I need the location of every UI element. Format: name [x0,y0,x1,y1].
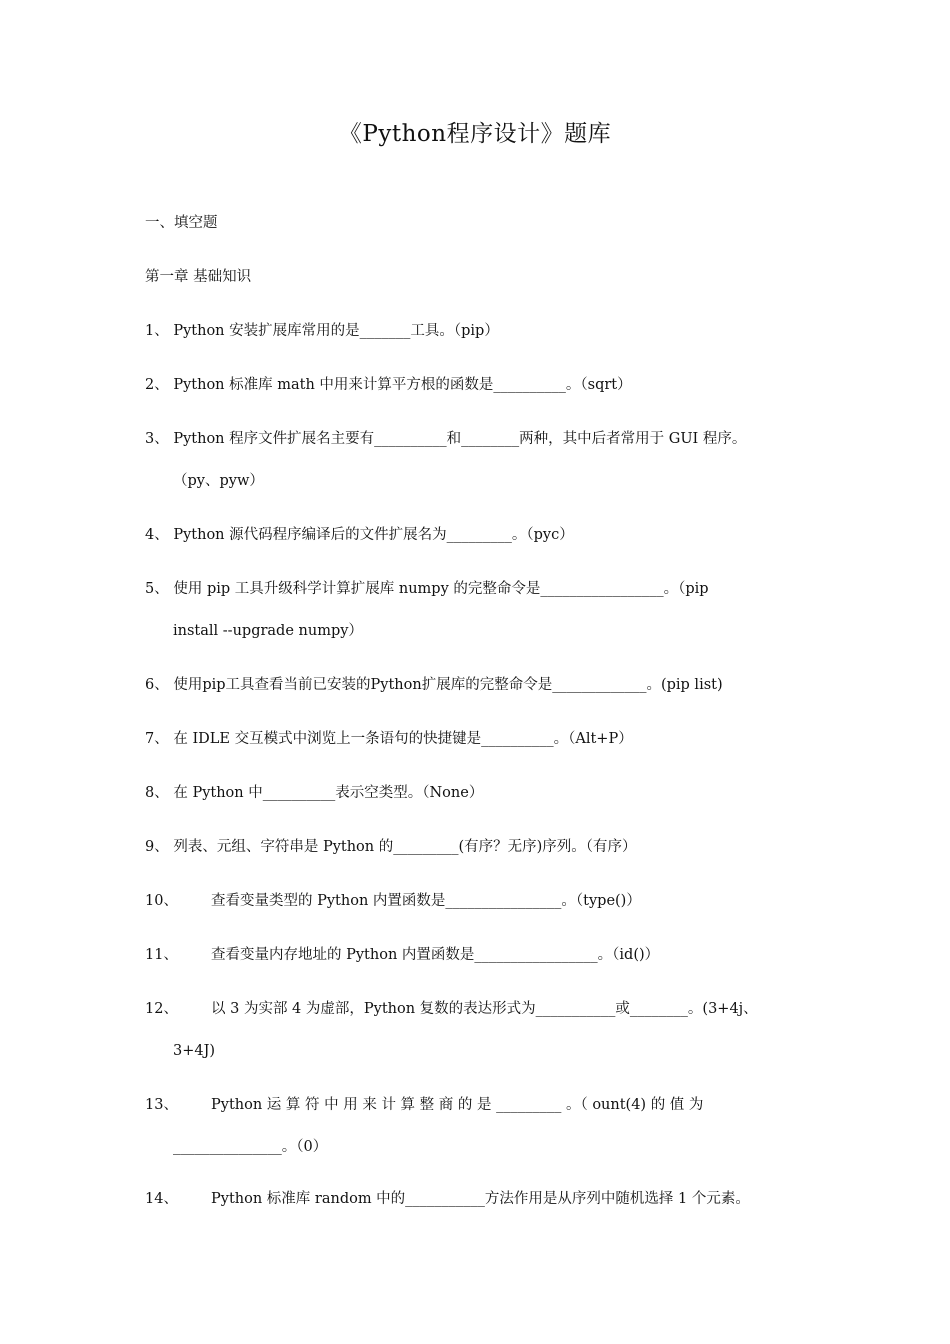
question-number: 12、 [145,1001,178,1017]
question-5-continuation: install --upgrade numpy） [173,623,363,639]
question-12 [145,998,815,1020]
question-text: Python 运 算 符 中 用 来 计 算 整 商 的 是 _________ 。（ ount(4) 的 值 为 [211,1097,704,1113]
question-5: 5、 使用 pip 工具升级科学计算扩展库 numpy 的完整命令是_________________。（pip [145,581,709,597]
question-12-continuation: 3+4J) [173,1043,216,1059]
question-13-continuation: _______________。（0） [173,1139,328,1155]
question-number: 11、 [145,947,178,963]
question-number: 13、 [145,1097,178,1113]
question-7: 7、 在 IDLE 交互模式中浏览上一条语句的快捷键是__________。（Alt+P） [145,731,633,747]
document-title: 《Python程序设计》题库 [338,121,612,147]
question-9: 9、 列表、元组、字符串是 Python 的_________(有序？无序)序列。（有序） [145,839,637,855]
question-number: 14、 [145,1191,178,1207]
question-14 [145,1188,815,1210]
question-text: 查看变量类型的 Python 内置函数是________________。（type()） [211,893,641,909]
question-3-continuation: （py、pyw） [173,473,264,489]
section-heading: 一、填空题 [145,215,218,231]
question-text: 查看变量内存地址的 Python 内置函数是_________________。（id()） [211,947,660,963]
question-1: 1、 Python 安装扩展库常用的是_______工具。（pip） [145,323,499,339]
question-3: 3、 Python 程序文件扩展名主要有__________和________两种，其中后者常用于 GUI 程序。 [145,431,747,447]
question-text: Python 标准库 random 中的___________方法作用是从序列中随机选择 1 个元素。 [211,1191,750,1207]
chapter-heading: 第一章 基础知识 [145,269,252,285]
question-13 [145,1094,815,1116]
question-10 [145,890,815,912]
question-6: 6、 使用pip工具查看当前已安装的Python扩展库的完整命令是_____________。(pip list) [145,677,723,693]
question-number: 10、 [145,893,178,909]
question-11 [145,944,815,966]
question-2: 2、 Python 标准库 math 中用来计算平方根的函数是__________。（sqrt） [145,377,632,393]
question-8: 8、 在 Python 中__________表示空类型。（None） [145,785,484,801]
question-text: 以 3 为实部 4 为虚部，Python 复数的表达形式为___________或________。(3+4j、 [211,1001,758,1017]
question-4: 4、 Python 源代码程序编译后的文件扩展名为_________。（pyc） [145,527,574,543]
